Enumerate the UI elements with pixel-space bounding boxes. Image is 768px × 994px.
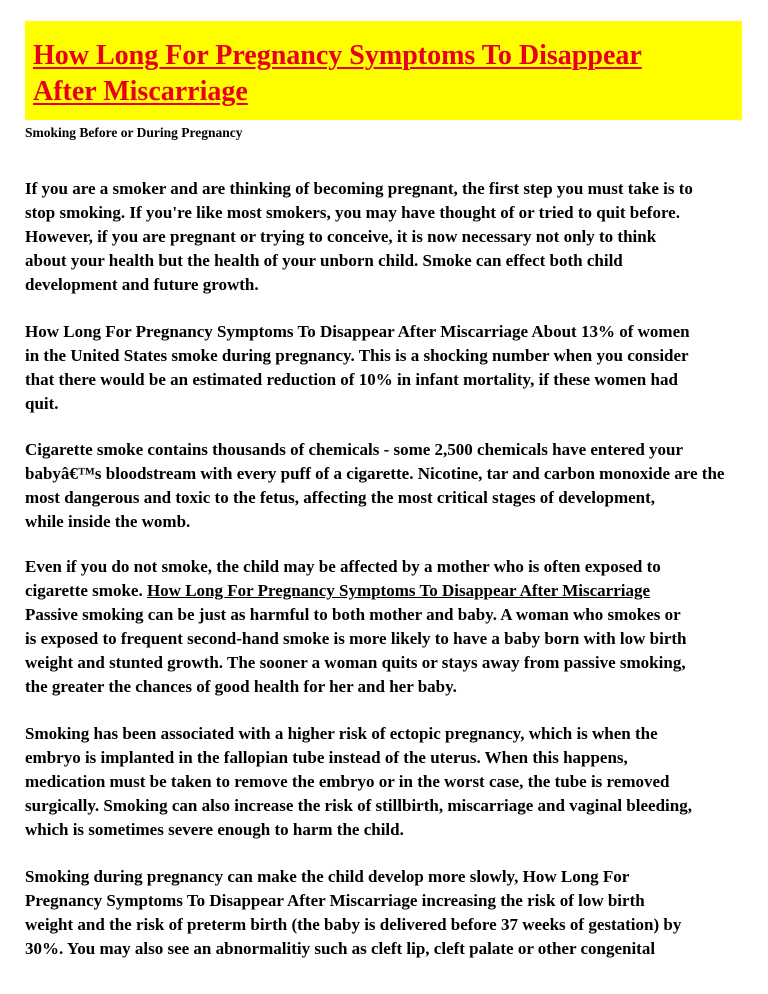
paragraph-1 bbox=[25, 177, 693, 297]
paragraph-line: weight and the risk of preterm birth (the baby is delivered before 37 weeks of gestation) by bbox=[25, 915, 682, 934]
paragraph-line: quit. bbox=[25, 394, 59, 413]
paragraph-line: stop smoking. If you're like most smokers, you may have thought of or tried to quit before. bbox=[25, 203, 680, 222]
paragraph-line: surgically. Smoking can also increase the risk of stillbirth, miscarriage and vaginal bleeding, bbox=[25, 796, 692, 815]
title-link[interactable]: How Long For Pregnancy Symptoms To Disappear After Miscarriage bbox=[146, 581, 651, 600]
paragraph-4 bbox=[25, 555, 686, 699]
paragraph-line: weight and stunted growth. The sooner a woman quits or stays away from passive smoking, bbox=[25, 653, 686, 672]
paragraph-line: Smoking has been associated with a higher risk of ectopic pregnancy, which is when the bbox=[25, 724, 658, 743]
paragraph-line: development and future growth. bbox=[25, 275, 259, 294]
paragraph-text: cigarette smoke. bbox=[25, 581, 147, 600]
paragraph-line: in the United States smoke during pregnancy. This is a shocking number when you consider bbox=[25, 346, 689, 365]
paragraph-line-with-link bbox=[25, 579, 686, 603]
paragraph-3 bbox=[25, 438, 724, 534]
paragraph-2 bbox=[25, 320, 690, 416]
paragraph-line: which is sometimes severe enough to harm the child. bbox=[25, 820, 404, 839]
paragraph-line: most dangerous and toxic to the fetus, affecting the most critical stages of development, bbox=[25, 488, 656, 507]
paragraph-line: that there would be an estimated reduction of 10% in infant mortality, if these women had bbox=[25, 370, 678, 389]
paragraph-line: However, if you are pregnant or trying to conceive, it is now necessary not only to think bbox=[25, 227, 657, 246]
paragraph-line: the greater the chances of good health for her and her baby. bbox=[25, 677, 457, 696]
paragraph-line: Passive smoking can be just as harmful to both mother and baby. A woman who smokes or bbox=[25, 605, 681, 624]
paragraph-line: If you are a smoker and are thinking of becoming pregnant, the first step you must take is to bbox=[25, 179, 693, 198]
title-banner bbox=[25, 21, 742, 120]
paragraph-line: Pregnancy Symptoms To Disappear After Miscarriage increasing the risk of low birth bbox=[25, 891, 645, 910]
paragraph-line: about your health but the health of your unborn child. Smoke can effect both child bbox=[25, 251, 623, 270]
paragraph-line: Cigarette smoke contains thousands of chemicals - some 2,500 chemicals have entered your bbox=[25, 440, 684, 459]
paragraph-line: Smoking during pregnancy can make the child develop more slowly, How Long For bbox=[25, 867, 630, 886]
paragraph-line: is exposed to frequent second-hand smoke is more likely to have a baby born with low birth bbox=[25, 629, 687, 648]
paragraph-5 bbox=[25, 722, 692, 842]
paragraph-line: embryo is implanted in the fallopian tube instead of the uterus. When this happens, bbox=[25, 748, 628, 767]
paragraph-line: while inside the womb. bbox=[25, 512, 191, 531]
paragraph-line: How Long For Pregnancy Symptoms To Disappear After Miscarriage About 13% of women bbox=[25, 322, 690, 341]
page-title-line-1[interactable]: How Long For Pregnancy Symptoms To Disappear bbox=[33, 40, 642, 71]
subtitle: Smoking Before or During Pregnancy bbox=[25, 125, 243, 140]
paragraph-line: babyâ€™s bloodstream with every puff of a cigarette. Nicotine, tar and carbon monoxide are the bbox=[25, 464, 725, 483]
paragraph-line: medication must be taken to remove the embryo or in the worst case, the tube is removed bbox=[25, 772, 670, 791]
paragraph-6 bbox=[25, 865, 681, 961]
page-title-line-2[interactable]: After Miscarriage bbox=[33, 76, 248, 107]
paragraph-line: Even if you do not smoke, the child may be affected by a mother who is often exposed to bbox=[25, 557, 661, 576]
paragraph-line: 30%. You may also see an abnormalitiy such as cleft lip, cleft palate or other congenital bbox=[25, 939, 656, 958]
